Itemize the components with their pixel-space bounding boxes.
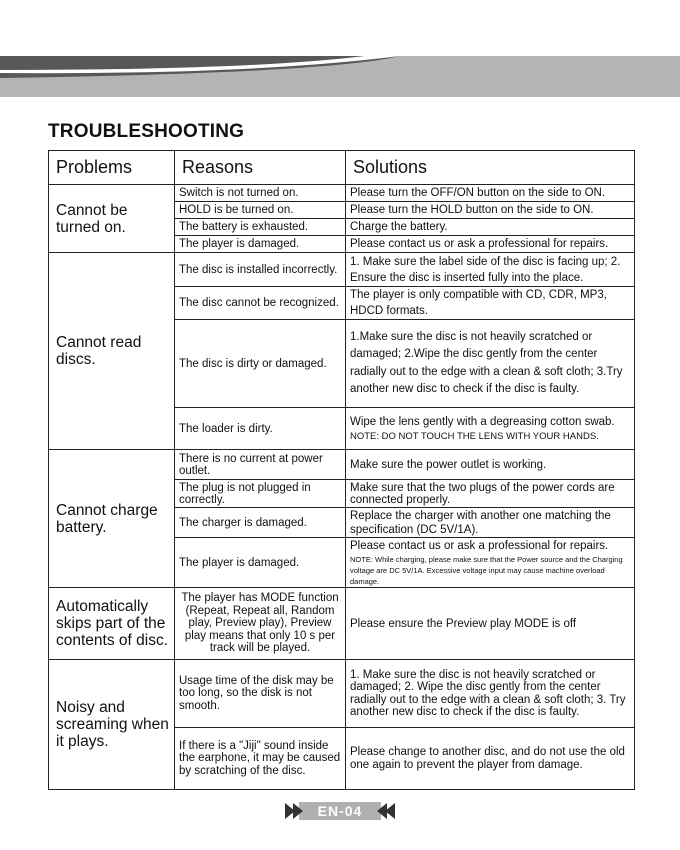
solution-cell: Replace the charger with another one matching the specification (DC 5V/1A). [346, 508, 635, 538]
solution-cell: 1. Make sure the label side of the disc is facing up; 2. Ensure the disc is inserted fully into the place. [346, 253, 635, 287]
table-row [49, 185, 635, 202]
solution-cell [346, 408, 635, 450]
reason-cell: The player has MODE function (Repeat, Repeat all, Random play, Preview play), Preview play means that only 10 s per track will be played. [175, 588, 346, 660]
page-title: TROUBLESHOOTING [48, 121, 245, 142]
reason-cell: The disc is dirty or damaged. [175, 320, 346, 408]
solution-cell: Charge the battery. [346, 219, 635, 236]
troubleshooting-table [48, 150, 635, 790]
solution-note: NOTE: While charging, please make sure that the Power source and the Charging voltage are DC 5V/1A. Excessive voltage input may cause machine overload damage. [350, 555, 623, 586]
solution-cell: 1. Make sure the disc is not heavily scratched or damaged; 2. Wipe the disc gently from the center radially out to the edge with a clean & soft cloth; 3. Try another new disc to check if the disc is faulty. [346, 660, 635, 728]
reason-cell: There is no current at power outlet. [175, 450, 346, 480]
reason-cell: The disc cannot be recognized. [175, 287, 346, 320]
solution-cell: Please contact us or ask a professional for repairs. [346, 236, 635, 253]
table-row [49, 253, 635, 287]
solution-cell: Please turn the HOLD button on the side to ON. [346, 202, 635, 219]
reason-cell: The battery is exhausted. [175, 219, 346, 236]
problem-cell: Cannot charge battery. [49, 450, 175, 588]
table-row [49, 660, 635, 728]
header-reasons: Reasons [175, 151, 346, 185]
reason-cell: The disc is installed incorrectly. [175, 253, 346, 287]
reason-cell: Usage time of the disk may be too long, so the disk is not smooth. [175, 660, 346, 728]
reason-cell: The plug is not plugged in correctly. [175, 480, 346, 508]
problem-cell: Cannot be turned on. [49, 185, 175, 253]
solution-cell: Make sure the power outlet is working. [346, 450, 635, 480]
solution-cell: Please change to another disc, and do not use the old one again to prevent the player from damage. [346, 728, 635, 790]
reason-cell: Switch is not turned on. [175, 185, 346, 202]
table-row [49, 588, 635, 660]
solution-cell: Please ensure the Preview play MODE is off [346, 588, 635, 660]
reason-cell: The player is damaged. [175, 538, 346, 588]
header-problems: Problems [49, 151, 175, 185]
solution-cell: 1.Make sure the disc is not heavily scratched or damaged; 2.Wipe the disc gently from the center radially out to the edge with a clean & soft cloth; 3.Try another new disc to check if the disc is faulty. [346, 320, 635, 408]
problem-cell: Cannot read discs. [49, 253, 175, 450]
reason-cell: If there is a "Jiji" sound inside the earphone, it may be caused by scratching of the disc. [175, 728, 346, 790]
reason-cell: HOLD is be turned on. [175, 202, 346, 219]
page-number: EN-04 [317, 803, 363, 819]
solution-cell: The player is only compatible with CD, CDR, MP3, HDCD formats. [346, 287, 635, 320]
reason-cell: The loader is dirty. [175, 408, 346, 450]
problem-cell: Noisy and screaming when it plays. [49, 660, 175, 790]
solution-cell: Please turn the OFF/ON button on the side to ON. [346, 185, 635, 202]
table-header [49, 151, 635, 185]
header-solutions: Solutions [346, 151, 635, 185]
reason-cell: The player is damaged. [175, 236, 346, 253]
problem-cell: Automatically skips part of the contents of disc. [49, 588, 175, 660]
page-number-badge [285, 800, 395, 822]
solution-cell: Make sure that the two plugs of the power cords are connected properly. [346, 480, 635, 508]
table-row [49, 450, 635, 480]
reason-cell: The charger is damaged. [175, 508, 346, 538]
solution-text: Please contact us or ask a professional for repairs. [350, 540, 609, 552]
header-banner [0, 40, 680, 110]
solution-cell [346, 538, 635, 588]
solution-text: Wipe the lens gently with a degreasing cotton swab. [350, 416, 615, 428]
solution-note: NOTE: DO NOT TOUCH THE LENS WITH YOUR HANDS. [350, 431, 599, 442]
